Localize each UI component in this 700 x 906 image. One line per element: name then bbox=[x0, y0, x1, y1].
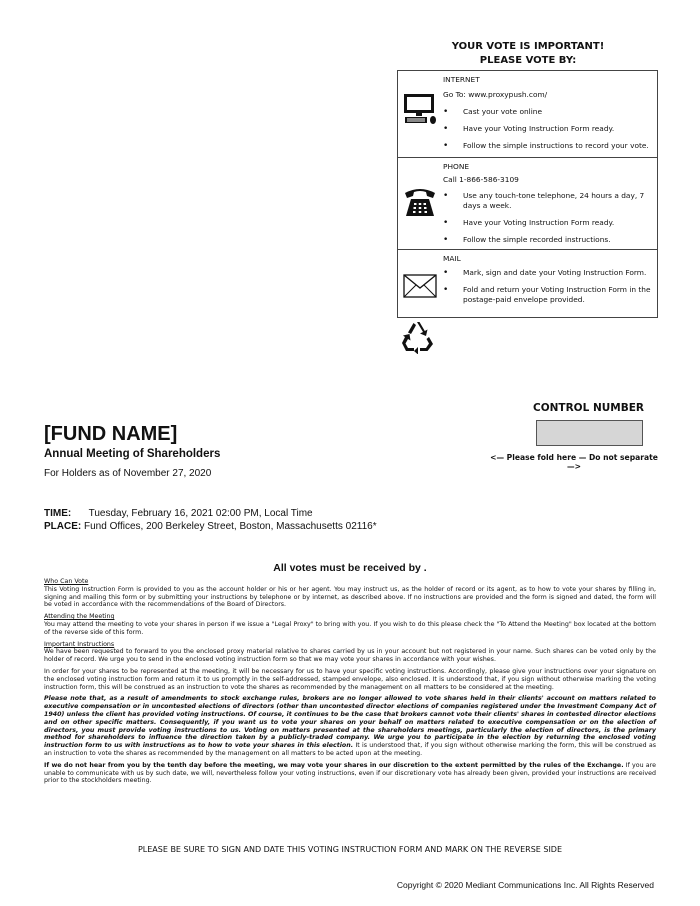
internet-bullet: • Follow the simple instructions to record your vote. bbox=[443, 141, 653, 151]
sign-date-note: PLEASE BE SURE TO SIGN AND DATE THIS VOTING INSTRUCTION FORM AND MARK ON THE REVERSE SIDE bbox=[137, 845, 563, 854]
recycle-icon bbox=[400, 320, 434, 354]
amendments-note-emphasis: Please note that, as a result of amendments to stock exchange rules, brokers are no longer allowed to vote shares held in their clients' account on matters related to executive compensation or in uncontested elections of directors (other than uncontested director elections of companies registered under the Investment Company Act of 1940) unless the client has provided voting instructions. Of course, it continues to be the case that brokers cannot vote their clients' shares in contested director elections and on other specific matters. Consequently, if you want us to vote your shares on your behalf on matters related to executive compensation or on the election of directors, you must provide voting instructions to us. Voting on matters presented at the shareholders meetings, particularly the election of directors, is the primary method for shareholders to influence the direction taken by a publicly-traded company. We urge you to participate in the election by returning the enclosed voting instruction form to us with instructions as to how to vote your shares in this election. bbox=[44, 695, 656, 750]
fund-name: [FUND NAME] bbox=[44, 423, 178, 445]
mail-section bbox=[398, 249, 657, 318]
internet-bullets bbox=[443, 107, 653, 151]
who-can-vote-text: This Voting Instruction Form is provided to you as the account holder or his or her agent. You may instruct us, as the holder of record or its agent, as to how to vote your shares by filling in, signing and mailing this form or by submitting your instructions by telephone or by internet, as described above. If no instructions are provided and the form is signed and dated, the form will be voted in accordance with the recommendations of the Board of Directors. bbox=[44, 585, 656, 609]
phone-bullets bbox=[443, 191, 653, 245]
phone-bullet: • Have your Voting Instruction Form ready. bbox=[443, 218, 653, 228]
meeting-title: Annual Meeting of Shareholders bbox=[44, 448, 221, 460]
meeting-place-row bbox=[44, 521, 377, 532]
phone-title: PHONE bbox=[443, 162, 470, 171]
vote-heading bbox=[398, 40, 658, 68]
tenth-day-emphasis: If we do not hear from you by the tenth day before the meeting, we may vote your shares in our discretion to the extent permitted by the rules of the Exchange. bbox=[44, 761, 624, 769]
internet-url[interactable]: Go To: www.proxypush.com/ bbox=[443, 90, 548, 99]
vote-heading-line1: YOUR VOTE IS IMPORTANT! bbox=[451, 41, 605, 52]
envelope-icon bbox=[402, 268, 438, 304]
who-can-vote-heading: Who Can Vote bbox=[44, 578, 89, 585]
mail-bullets bbox=[443, 268, 653, 305]
important-heading: Important Instructions bbox=[44, 640, 115, 648]
time-value: Tuesday, February 16, 2021 02:00 PM, Local Time bbox=[88, 508, 313, 519]
tenth-day-note bbox=[44, 762, 656, 785]
phone-bullet: • Use any touch-tone telephone, 24 hours a day, 7 days a week. bbox=[443, 191, 653, 211]
mail-bullet: • Mark, sign and date your Voting Instruction Form. bbox=[443, 268, 653, 278]
internet-title: INTERNET bbox=[443, 75, 480, 84]
telephone-icon bbox=[402, 184, 438, 220]
control-number-box bbox=[536, 420, 643, 446]
vote-methods-box bbox=[397, 70, 658, 318]
attending-heading: Attending the Meeting bbox=[44, 613, 115, 621]
place-label: PLACE: bbox=[44, 521, 82, 532]
meeting-time-row bbox=[44, 508, 313, 519]
internet-bullet: • Have your Voting Instruction Form ready. bbox=[443, 124, 653, 134]
time-label: TIME: bbox=[44, 508, 72, 519]
tenth-day-rest: If you are unable to communicate with us by such date, we will, nevertheless follow your voting instructions, even if our discretionary vote has already been given, provided your instructions are received prior to the stockholders meeting. bbox=[44, 761, 656, 785]
important-text: We have been requested to forward to you the enclosed proxy material relative to shares carried by us in your account but not registered in your name. Such shares can be voted only by the holder of record. We urge you to send in the enclosed voting instruction form so that we may vote your shares in accordance with your wishes. bbox=[44, 648, 656, 664]
computer-icon bbox=[402, 91, 438, 127]
phone-number[interactable]: Call 1-866-586-3109 bbox=[443, 175, 519, 184]
amendments-note-rest: It is understood that, if you sign without otherwise marking the form, this will be construed as an instruction to vote the shares as recommended by the management on all matters to be acted upon at the meeting. bbox=[44, 742, 656, 757]
amendments-note bbox=[44, 695, 656, 757]
internet-section bbox=[398, 71, 657, 157]
order-text: In order for your shares to be represented at the meeting, it will be necessary for us to have your specific voting instructions. Accordingly, please give your instructions over your signature on the enclosed voting instruction form and return it to us promptly in the self-addressed, stamped envelope, also enclosed. It is understood that, if you sign without otherwise marking the voting instruction form, this will be construed as an instruction to vote the shares as recommended by the management on all matters to be considered at the meeting. bbox=[44, 667, 656, 691]
fold-here-note: <— Please fold here — Do not separate —> bbox=[490, 453, 658, 471]
copyright: Copyright © 2020 Mediant Communications Inc. All Rights Reserved bbox=[396, 880, 654, 890]
vote-heading-line2: PLEASE VOTE BY: bbox=[479, 55, 577, 66]
mail-bullet: • Fold and return your Voting Instruction Form in the postage-paid envelope provided. bbox=[443, 285, 653, 305]
instructions-body bbox=[44, 578, 656, 785]
phone-bullet: • Follow the simple recorded instructions. bbox=[443, 235, 653, 245]
votes-deadline-heading: All votes must be received by . bbox=[273, 562, 427, 574]
control-number-label: CONTROL NUMBER bbox=[533, 402, 644, 414]
mail-title: MAIL bbox=[443, 254, 461, 263]
attending-text: You may attend the meeting to vote your shares in person if we issue a "Legal Proxy" to bring with you. If you wish to do this please check the "To Attend the Meeting" box located at the bottom of the reverse side of this form. bbox=[44, 620, 656, 636]
place-value: Fund Offices, 200 Berkeley Street, Boston, Massachusetts 02116* bbox=[84, 521, 377, 532]
internet-bullet: • Cast your vote online bbox=[443, 107, 653, 117]
holders-date: For Holders as of November 27, 2020 bbox=[44, 468, 212, 479]
phone-section bbox=[398, 157, 657, 249]
